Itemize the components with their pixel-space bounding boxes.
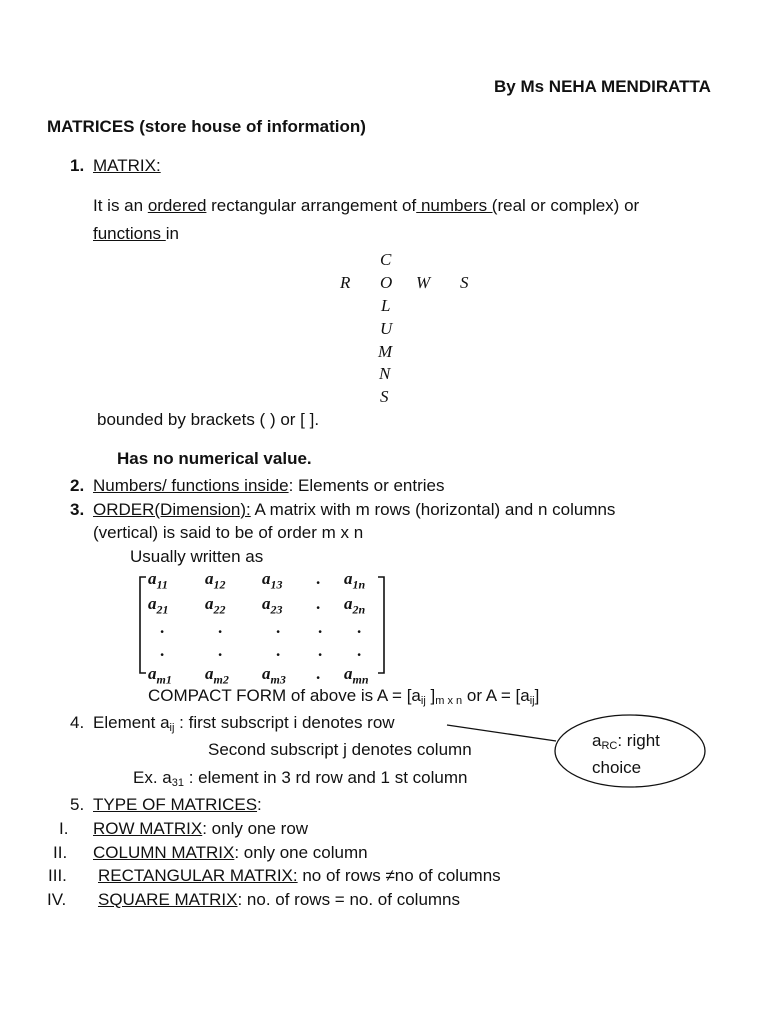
callout-line-2: choice xyxy=(592,758,642,777)
section-1-heading: MATRIX: xyxy=(93,156,161,175)
rows-letter-o: O xyxy=(380,273,393,292)
no-numerical-value: Has no numerical value. xyxy=(117,449,312,468)
matrix-entry-r3-c2: . xyxy=(218,618,223,637)
type-rectangular-matrix: RECTANGULAR MATRIX: no of rows ≠no of columns xyxy=(98,866,501,885)
type-4-numeral: IV. xyxy=(47,890,67,909)
matrix-entry-r4-c3: . xyxy=(276,641,281,660)
matrix-entry-r5-c1: $a_{m1}$ xyxy=(148,664,172,687)
matrix-entry-r2-c3: $a_{23}$ xyxy=(262,594,283,617)
matrix-entry-r4-c5: . xyxy=(357,641,362,660)
section-3-line-2: (vertical) is said to be of order m x n xyxy=(93,523,364,542)
matrix-entry-r3-c5: . xyxy=(357,618,362,637)
matrix-entry-r2-c1: $a_{21}$ xyxy=(148,594,169,617)
author-line: By Ms NEHA MENDIRATTA xyxy=(494,77,711,96)
type-column-matrix: COLUMN MATRIX: only one column xyxy=(93,843,368,862)
matrix-entry-r4-c2: . xyxy=(218,641,223,660)
matrix-entry-r5-c4: . xyxy=(316,664,321,683)
matrix-entry-r3-c1: . xyxy=(160,618,165,637)
element-definition: Element $a_{ij}$ : first subscript i denotes row xyxy=(93,713,395,734)
type-square-matrix: SQUARE MATRIX: no. of rows = no. of columns xyxy=(98,890,461,909)
columns-letter-n: N xyxy=(379,364,391,383)
matrix-entry-r4-c4: . xyxy=(318,641,323,660)
compact-form: COMPACT FORM of above is $A = [a_{ij}$ ]$_{m x n}$ or $A = [a_{ij}]$ xyxy=(148,686,540,707)
matrix-entry-r2-c5: $a_{2n}$ xyxy=(344,594,366,617)
matrix-entry-r1-c3: $a_{13}$ xyxy=(262,569,283,592)
type-2-numeral: II. xyxy=(53,843,68,862)
columns-letter-m: M xyxy=(378,342,393,361)
matrix-entry-r3-c4: . xyxy=(318,618,323,637)
columns-letter-u: U xyxy=(380,319,393,338)
callout-line-1: $a_{RC}$: right xyxy=(592,731,660,752)
columns-letter-l: L xyxy=(381,296,391,315)
left-bracket xyxy=(140,577,146,673)
section-3-number: 3. xyxy=(70,500,85,519)
second-subscript: Second subscript j denotes column xyxy=(208,740,472,759)
matrix-entry-r1-c1: $a_{11}$ xyxy=(148,569,168,592)
matrix-entry-r5-c5: $a_{mn}$ xyxy=(344,664,369,687)
type-1-numeral: I. xyxy=(59,819,69,838)
matrix-definition-line-1: It is an ordered rectangular arrangement of numbers (real or complex) or xyxy=(93,196,640,215)
type-row-matrix: ROW MATRIX: only one row xyxy=(93,819,309,838)
columns-letter-s: S xyxy=(380,387,389,406)
matrix-entry-r5-c3: $a_{m3}$ xyxy=(262,664,286,687)
section-2-line: Numbers/ functions inside: Elements or entries xyxy=(93,476,445,495)
matrix-entry-r1-c5: $a_{1n}$ xyxy=(344,569,366,592)
section-5-heading: TYPE OF MATRICES: xyxy=(93,795,262,814)
section-4-number: 4. xyxy=(70,713,85,732)
matrix-entry-r1-c4: . xyxy=(316,569,321,588)
document-title: MATRICES (store house of information) xyxy=(47,117,366,136)
bounded-by-brackets: bounded by brackets ( ) or [ ]. xyxy=(97,410,320,429)
matrix-entry-r1-c2: $a_{12}$ xyxy=(205,569,226,592)
matrix-definition-line-2: functions in xyxy=(93,224,179,243)
columns-letter-c: C xyxy=(380,250,392,269)
right-bracket xyxy=(378,577,384,673)
section-3-line-1: ORDER(Dimension): A matrix with m rows (horizontal) and n columns xyxy=(93,500,616,519)
rows-letter-r: R xyxy=(340,273,351,292)
matrix-entry-r5-c2: $a_{m2}$ xyxy=(205,664,229,687)
matrix-entry-r4-c1: . xyxy=(160,641,165,660)
matrix-entry-r2-c4: . xyxy=(316,594,321,613)
matrix-entry-r3-c3: . xyxy=(276,618,281,637)
rows-letter-s: S xyxy=(460,273,469,292)
section-2-number: 2. xyxy=(70,476,85,495)
type-3-numeral: III. xyxy=(48,866,67,885)
usually-written-as: Usually written as xyxy=(130,547,264,566)
section-5-number: 5. xyxy=(70,795,85,814)
matrix-entry-r2-c2: $a_{22}$ xyxy=(205,594,226,617)
rows-letter-w: W xyxy=(416,273,431,292)
callout-pointer xyxy=(447,725,556,741)
section-1-number: 1. xyxy=(70,156,85,175)
example-a31: Ex. $a_{31}$ : element in 3 rd row and 1 st column xyxy=(133,768,468,789)
